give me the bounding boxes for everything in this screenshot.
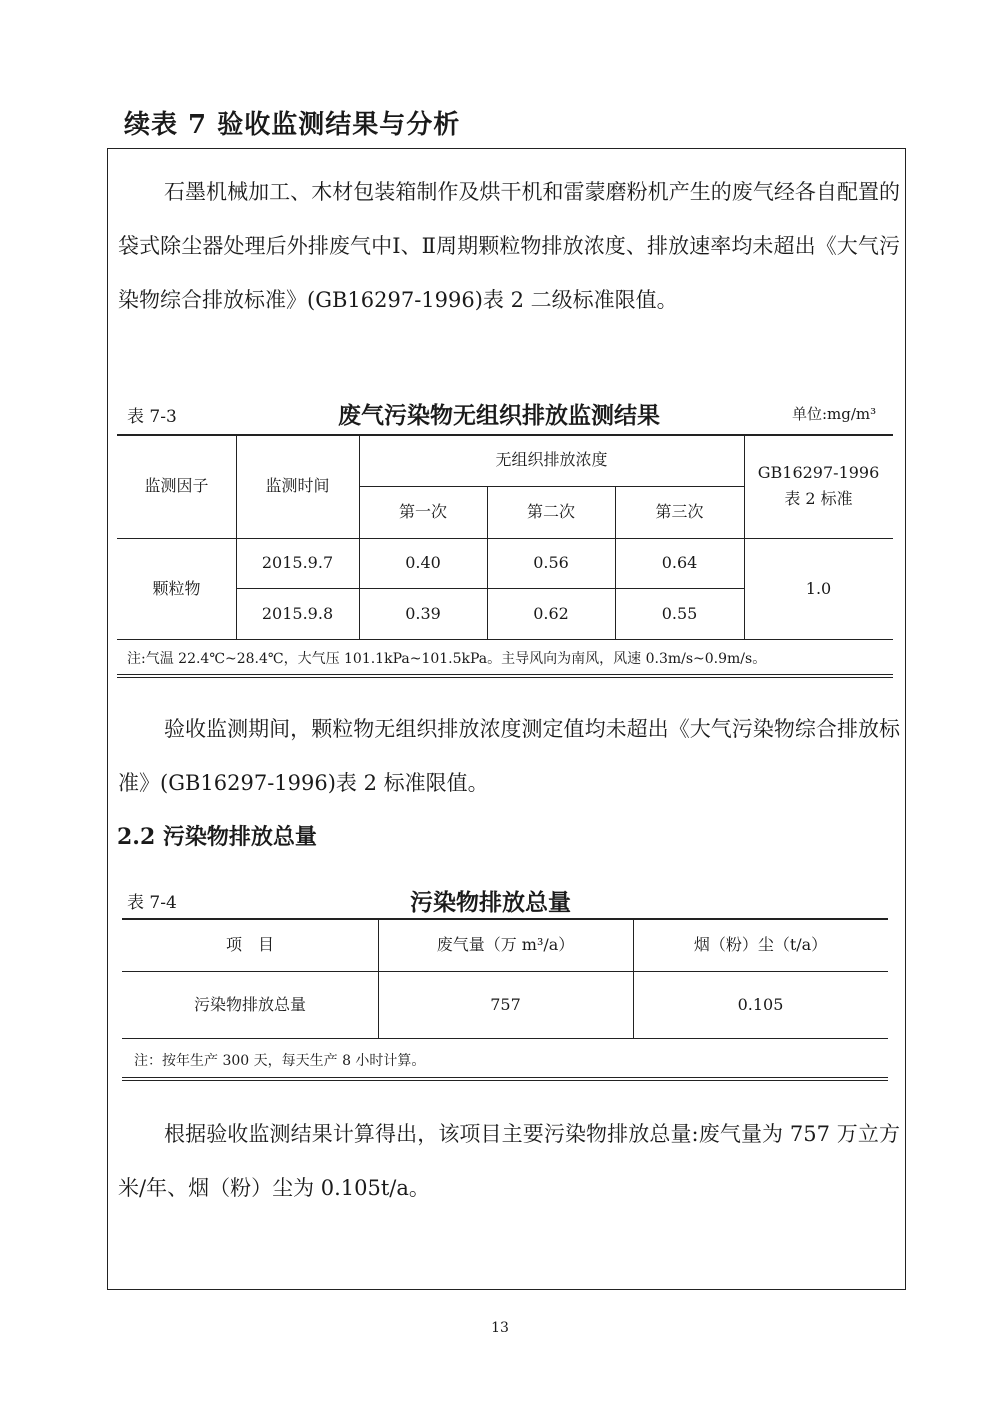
row2-date: 2015.9.8 — [261, 603, 334, 623]
table-7-4-number: 表 7-4 — [127, 893, 177, 913]
table-7-3-title: 废气污染物无组织排放监测结果 — [338, 402, 660, 429]
header-dust: 烟（粉）尘（t/a） — [693, 934, 828, 954]
table-7-3-unit: 单位:mg/m³ — [792, 405, 877, 423]
header-third: 第三次 — [655, 502, 704, 521]
table-7-3-number: 表 7-3 — [127, 407, 177, 427]
table-7-4-title: 污染物排放总量 — [410, 889, 571, 916]
row1-first: 0.40 — [405, 553, 441, 572]
header-factor: 监测因子 — [144, 476, 209, 495]
header-item: 项 目 — [225, 934, 274, 954]
header-time: 监测时间 — [265, 476, 330, 495]
page-number: 13 — [491, 1320, 509, 1336]
row1-third: 0.64 — [661, 553, 698, 572]
row-dust: 0.105 — [737, 994, 784, 1014]
table-7-4 — [122, 918, 888, 1082]
row1-second: 0.56 — [533, 553, 569, 572]
intro-paragraph: 石墨机械加工、木材包装箱制作及烘干机和雷蒙磨粉机产生的废气经各自配置的袋式除尘器处理后外排废气中Ⅰ、Ⅱ周期颗粒物排放浓度、排放速率均未超出《大气污染物综合排放标准》(GB16297-1996)表 2 二级标准限值。 — [118, 180, 900, 312]
subsection-title: 2.2 污染物排放总量 — [117, 824, 317, 850]
section-title: 续表 7 验收监测结果与分析 — [124, 110, 461, 140]
header-gas-volume: 废气量（万 m³/a） — [436, 934, 575, 954]
factor-name: 颗粒物 — [152, 578, 201, 598]
header-concentration-group: 无组织排放浓度 — [495, 450, 608, 469]
row-gas-volume: 757 — [490, 994, 521, 1014]
header-standard-line2: 表 2 标准 — [784, 489, 853, 508]
middle-paragraph: 验收监测期间，颗粒物无组织排放浓度测定值均未超出《大气污染物综合排放标准》(GB16297-1996)表 2 标准限值。 — [118, 717, 900, 795]
final-paragraph: 根据验收监测结果计算得出，该项目主要污染物排放总量:废气量为 757 万立方米/年、烟（粉）尘为 0.105t/a。 — [118, 1122, 900, 1200]
row-label: 污染物排放总量 — [193, 994, 306, 1014]
table-7-3-note: 注:气温 22.4℃~28.4℃，大气压 101.1kPa~101.5kPa。主导风向为南风，风速 0.3m/s~0.9m/s。 — [127, 651, 767, 667]
row1-date: 2015.9.7 — [261, 553, 334, 572]
header-second: 第二次 — [526, 502, 575, 521]
table-7-3 — [117, 434, 893, 679]
header-standard-line1: GB16297-1996 — [757, 463, 880, 482]
standard-value: 1.0 — [805, 578, 832, 598]
row2-first: 0.39 — [405, 603, 441, 623]
table-7-4-note: 注：按年生产 300 天，每天生产 8 小时计算。 — [134, 1053, 426, 1069]
header-standard — [744, 434, 893, 538]
row2-third: 0.55 — [661, 603, 698, 623]
row2-second: 0.62 — [533, 603, 569, 623]
header-first: 第一次 — [398, 502, 447, 521]
